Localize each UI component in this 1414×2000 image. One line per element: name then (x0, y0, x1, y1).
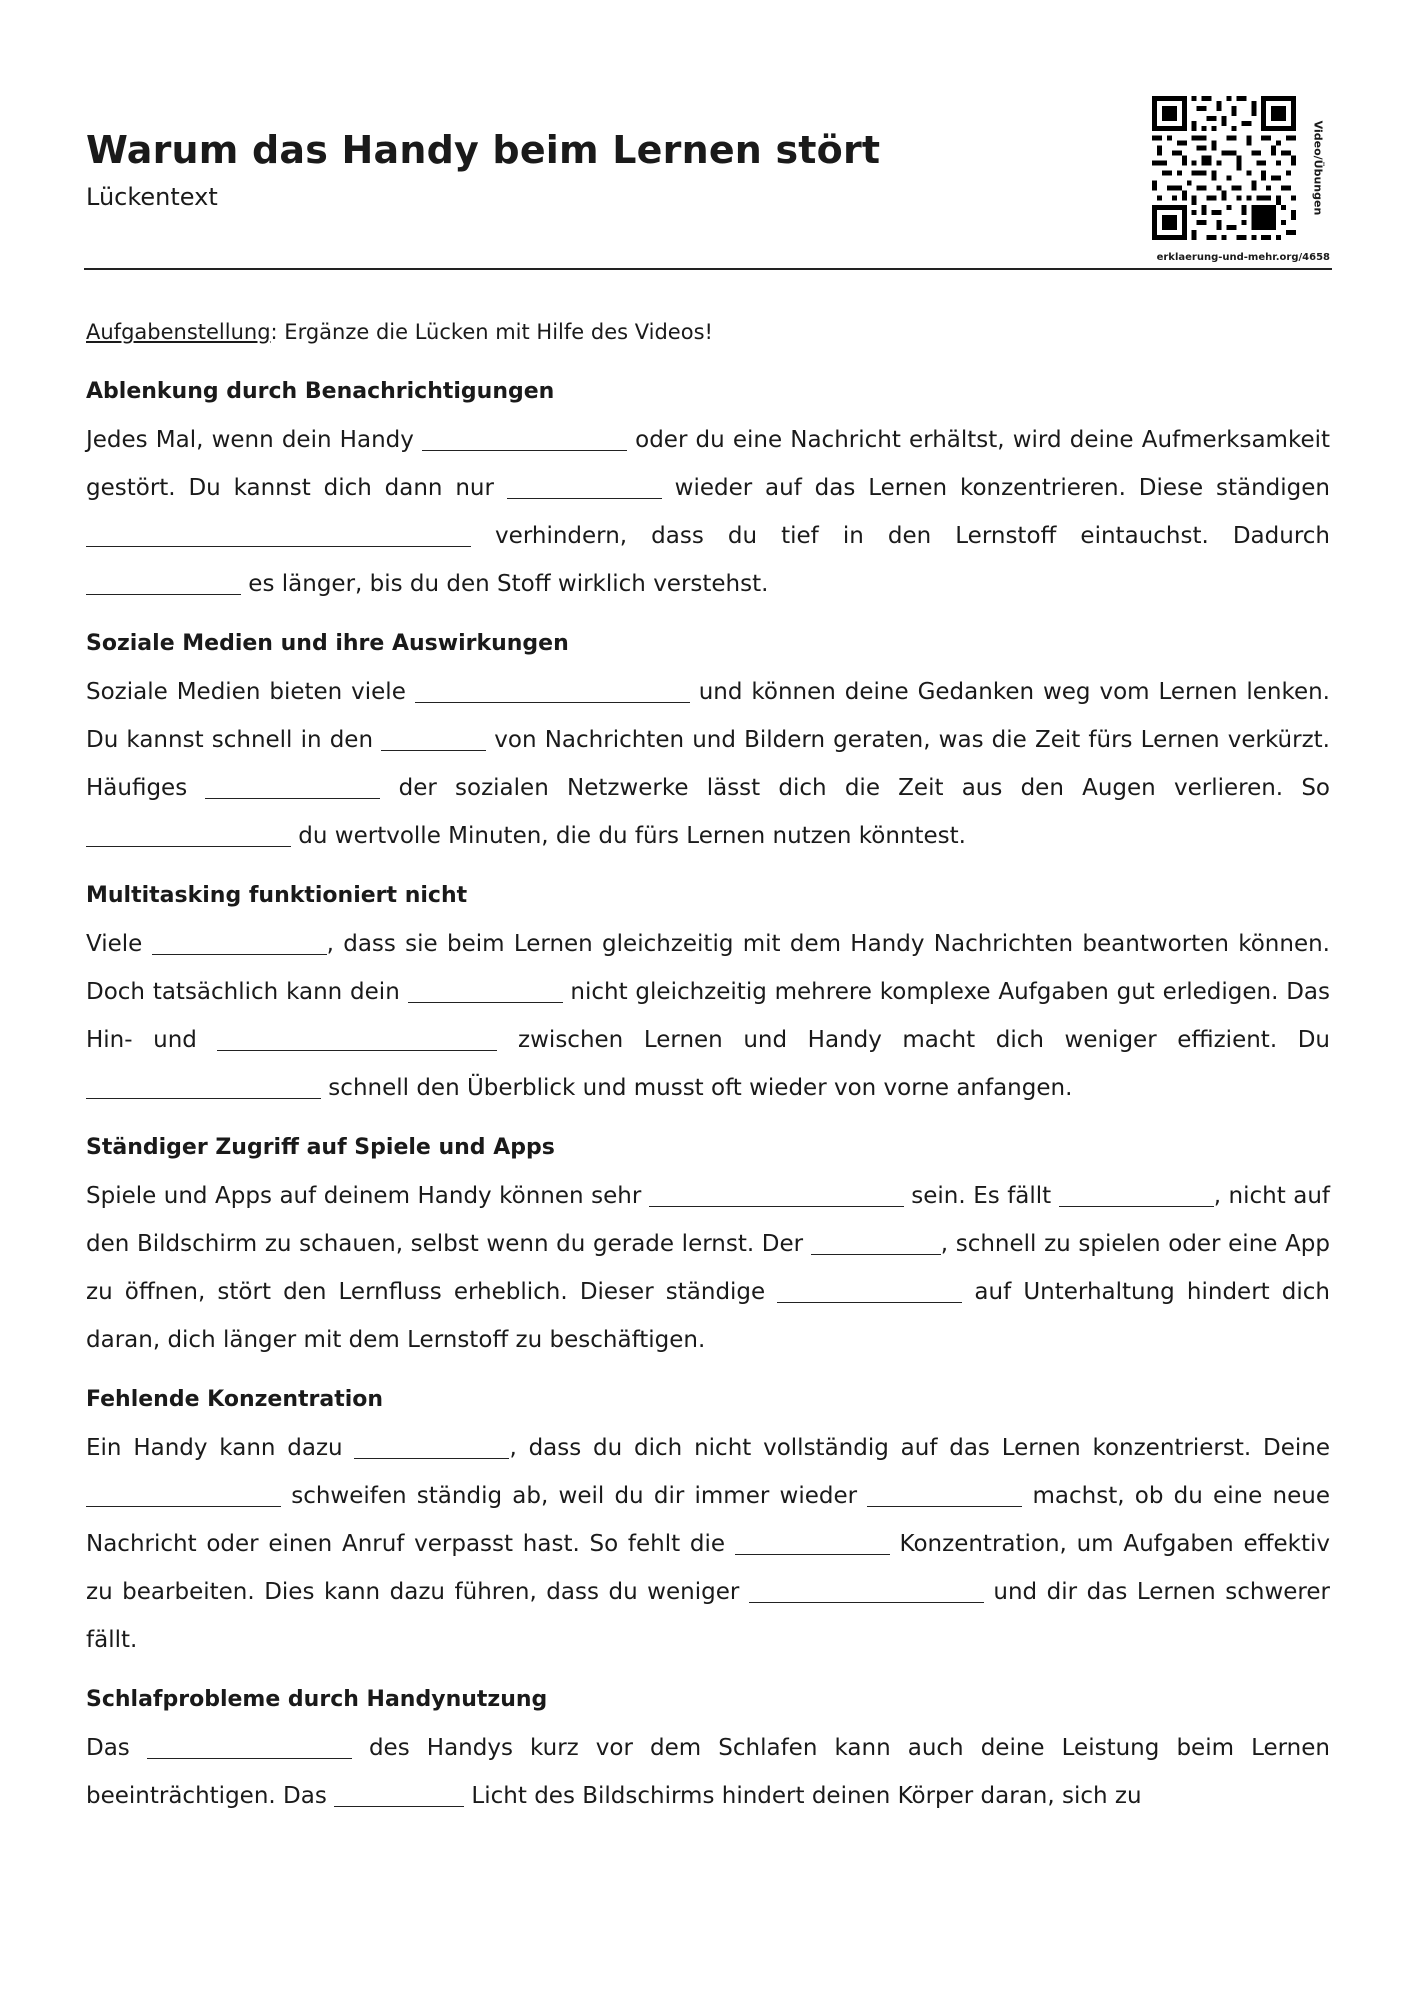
blank-field[interactable] (205, 797, 380, 799)
text-segment: Viele (86, 931, 152, 957)
page-title: Warum das Handy beim Lernen stört (86, 128, 881, 172)
section-text (86, 1724, 1330, 1820)
blank-field[interactable] (735, 1553, 890, 1555)
text-segment: schnell den Überblick und musst oft wieder von vorne anfangen. (321, 1075, 1073, 1101)
blank-field[interactable] (86, 1505, 281, 1507)
blank-field[interactable] (147, 1757, 352, 1759)
blank-field[interactable] (649, 1205, 904, 1207)
text-segment: machst, ob du eine neue Nachricht oder einen Anruf verpasst hast. So fehlt die (86, 1483, 1330, 1557)
task-label: Aufgabenstellung (86, 320, 271, 344)
section-title: Ablenkung durch Benachrichtigungen (86, 379, 555, 404)
blank-field[interactable] (749, 1601, 984, 1603)
text-segment: sein. Es fällt (903, 1183, 1059, 1209)
section-text (86, 1172, 1330, 1364)
source-url[interactable]: erklaerung-und-mehr.org/4658 (1156, 252, 1330, 263)
text-segment: du wertvolle Minuten, die du fürs Lernen nutzen könntest. (291, 823, 966, 849)
blank-field[interactable] (152, 953, 327, 955)
text-segment: oder du eine Nachricht erhältst, wird deine Aufmerksamkeit gestört. Du kannst dich dann nur (86, 427, 1330, 501)
blank-field[interactable] (867, 1505, 1022, 1507)
text-segment: es länger, bis du den Stoff wirklich verstehst. (241, 571, 769, 597)
blank-field[interactable] (777, 1301, 962, 1303)
text-segment: Licht des Bildschirms hindert deinen Körper daran, sich zu (464, 1783, 1142, 1809)
text-segment: Spiele und Apps auf deinem Handy können sehr (86, 1183, 649, 1209)
blank-field[interactable] (811, 1253, 941, 1255)
blank-field[interactable] (354, 1457, 509, 1459)
worksheet-content (86, 320, 1330, 1832)
text-segment: Jedes Mal, wenn dein Handy (86, 427, 422, 453)
text-segment: nicht gleichzeitig mehrere komplexe Aufgaben gut erledigen. Das Hin- und (86, 979, 1330, 1053)
section-text (86, 920, 1330, 1112)
task-instruction (86, 320, 1330, 344)
qr-code-label: Video/Übungen (1311, 120, 1325, 216)
section-text (86, 416, 1330, 608)
text-segment: Soziale Medien bieten viele (86, 679, 415, 705)
blank-field[interactable] (86, 593, 241, 595)
qr-code-icon[interactable] (1152, 96, 1296, 240)
text-segment: , schnell zu spielen oder eine App zu öffnen, stört den Lernfluss erheblich. Dieser ständige (86, 1231, 1330, 1305)
section-text (86, 668, 1330, 860)
text-segment: , dass sie beim Lernen gleichzeitig mit dem Handy Nachrichten beantworten können. Doch tatsächlich kann dein (86, 931, 1330, 1005)
page-subtitle: Lückentext (86, 183, 218, 211)
blank-field[interactable] (507, 497, 662, 499)
section-title: Ständiger Zugriff auf Spiele und Apps (86, 1135, 555, 1160)
blank-field[interactable] (415, 701, 690, 703)
text-segment: des Handys kurz vor dem Schlafen kann auch deine Leistung beim Lernen beeinträchtigen. Das (86, 1735, 1330, 1809)
text-segment: wieder auf das Lernen konzentrieren. Diese ständigen (661, 475, 1330, 501)
text-segment: und dir das Lernen schwerer fällt. (86, 1579, 1330, 1653)
section-title: Multitasking funktioniert nicht (86, 883, 468, 908)
text-segment: , nicht auf den Bildschirm zu schauen, selbst wenn du gerade lernst. Der (86, 1183, 1330, 1257)
section-title: Soziale Medien und ihre Auswirkungen (86, 631, 569, 656)
text-segment: , dass du dich nicht vollständig auf das Lernen konzentrierst. Deine (509, 1435, 1330, 1461)
text-segment: und können deine Gedanken weg vom Lernen lenken. Du kannst schnell in den (86, 679, 1330, 753)
text-segment: Ein Handy kann dazu (86, 1435, 355, 1461)
text-segment: von Nachrichten und Bildern geraten, was die Zeit fürs Lernen verkürzt. Häufiges (86, 727, 1330, 801)
text-segment: Das (86, 1735, 147, 1761)
text-segment: auf Unterhaltung hindert dich daran, dich länger mit dem Lernstoff zu beschäftigen. (86, 1279, 1330, 1353)
blank-field[interactable] (1059, 1205, 1214, 1207)
text-segment: zwischen Lernen und Handy macht dich weniger effizient. Du (497, 1027, 1330, 1053)
text-segment: Konzentration, um Aufgaben effektiv zu bearbeiten. Dies kann dazu führen, dass du weniger (86, 1531, 1330, 1605)
header-divider (84, 268, 1332, 270)
blank-field[interactable] (86, 545, 471, 547)
blank-field[interactable] (86, 845, 291, 847)
text-segment: schweifen ständig ab, weil du dir immer wieder (281, 1483, 868, 1509)
section-title: Fehlende Konzentration (86, 1387, 384, 1412)
text-segment: verhindern, dass du tief in den Lernstoff eintauchst. Dadurch (471, 523, 1330, 549)
section-text (86, 1424, 1330, 1664)
task-text: : Ergänze die Lücken mit Hilfe des Videos! (270, 320, 713, 344)
blank-field[interactable] (381, 749, 486, 751)
blank-field[interactable] (408, 1001, 563, 1003)
blank-field[interactable] (422, 449, 627, 451)
text-segment: der sozialen Netzwerke lässt dich die Zeit aus den Augen verlieren. So (380, 775, 1330, 801)
section-title: Schlafprobleme durch Handynutzung (86, 1687, 548, 1712)
blank-field[interactable] (86, 1097, 321, 1099)
blank-field[interactable] (334, 1805, 464, 1807)
blank-field[interactable] (217, 1049, 497, 1051)
